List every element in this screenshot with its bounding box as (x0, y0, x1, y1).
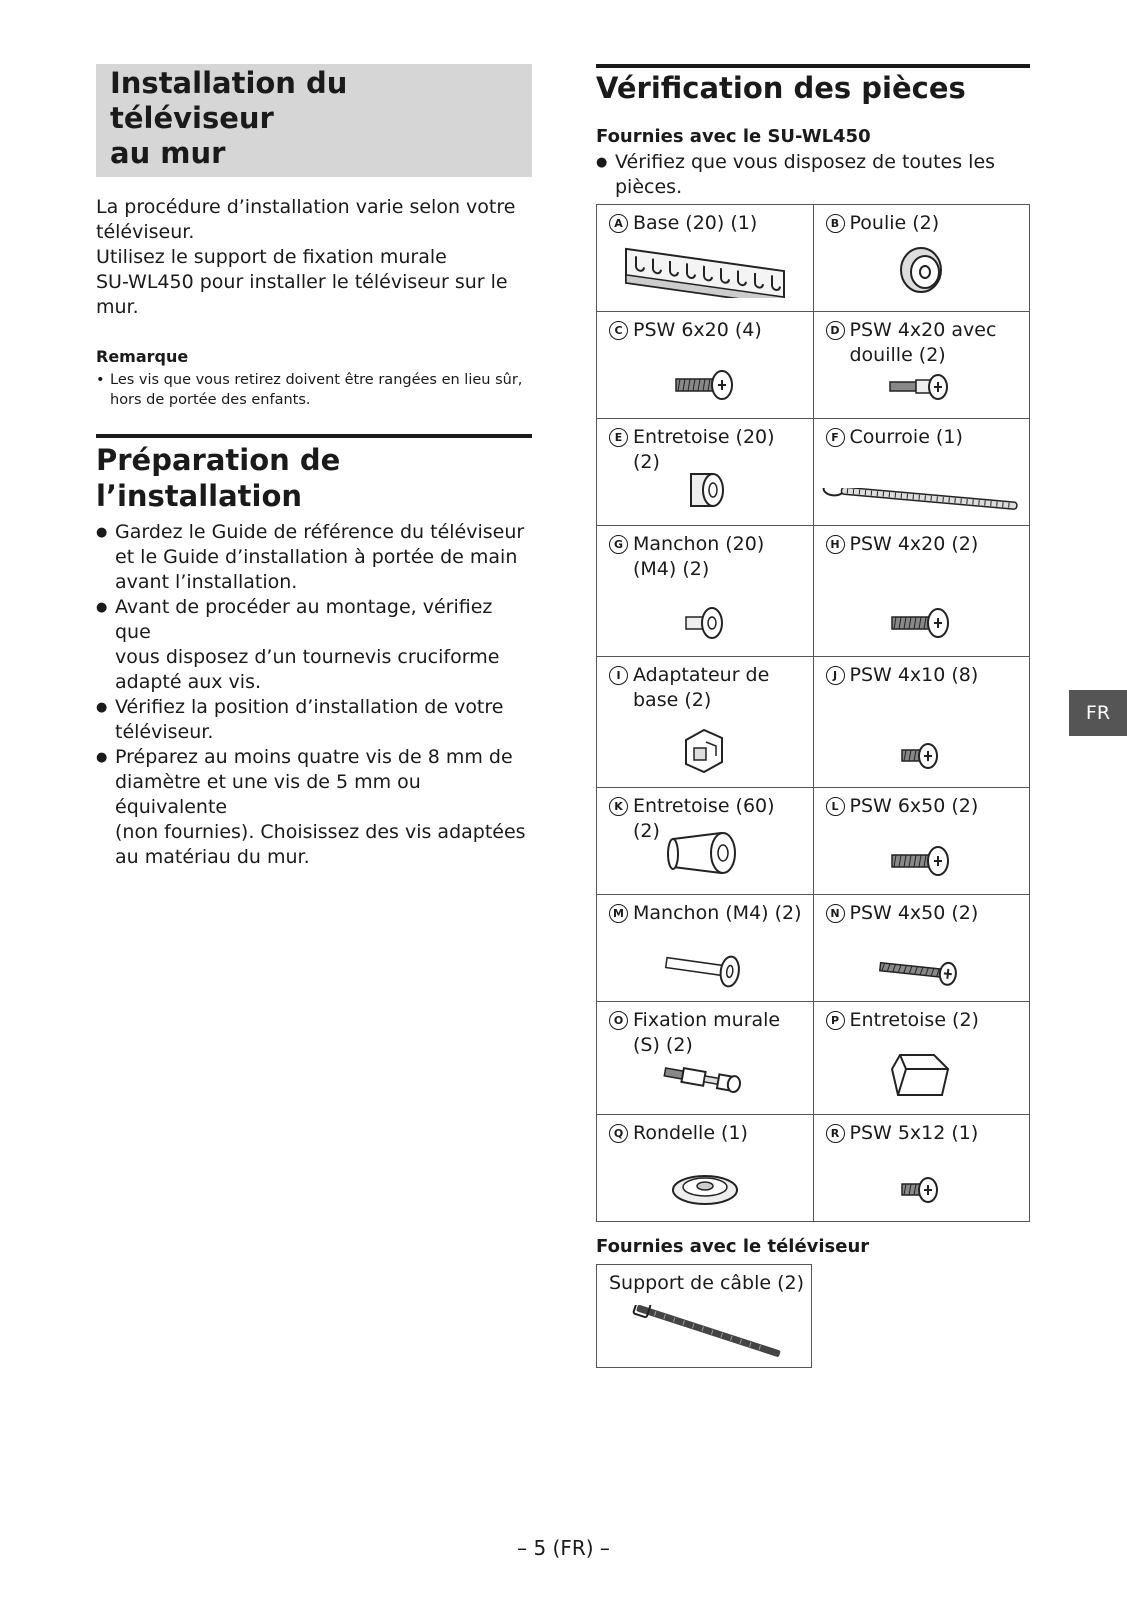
part-label (826, 663, 1020, 688)
part-cell (813, 312, 1030, 419)
part-name: PSW 4x10 (8) (849, 664, 979, 686)
part-name: Courroie (1) (849, 426, 963, 448)
part-label (826, 1008, 1020, 1033)
part-name: Adaptateur de base (2) (633, 664, 770, 711)
part-letter-badge: Q (609, 1124, 628, 1143)
part-label (826, 901, 1020, 926)
parts-row (597, 526, 1030, 657)
part-name: PSW 6x20 (4) (633, 319, 762, 341)
part-letter-badge: B (826, 214, 845, 233)
part-name: PSW 5x12 (1) (849, 1122, 979, 1144)
short-screw-icon (814, 1172, 1030, 1215)
part-cell (597, 895, 814, 1002)
short-screw-icon (814, 738, 1030, 781)
long-screw-icon (814, 954, 1030, 995)
part-letter-badge: A (609, 214, 628, 233)
part-label (826, 425, 1020, 450)
part-cell (813, 1115, 1030, 1222)
part-name: Manchon (20) (M4) (2) (633, 533, 765, 580)
part-name: Entretoise (20) (2) (633, 426, 775, 473)
part-cell (813, 526, 1030, 657)
long-spacer-icon (597, 827, 813, 888)
screw-icon (597, 365, 813, 412)
part-name: Fixation murale (S) (2) (633, 1009, 781, 1056)
page-number: – 5 (FR) – (517, 1536, 610, 1560)
part-cell (597, 1115, 814, 1222)
part-name: Entretoise (60) (2) (633, 795, 775, 842)
parts-row (597, 1002, 1030, 1115)
part-label (826, 532, 1020, 557)
long-sleeve-icon (597, 948, 813, 995)
part-cell (597, 419, 814, 526)
prep-title: Préparation de l’installation (96, 443, 341, 513)
part-letter-badge: P (826, 1011, 845, 1030)
cable-holder-icon (627, 1305, 787, 1367)
part-label (609, 532, 803, 582)
check-note: ● Vérifiez que vous disposez de toutes les pièces. (596, 150, 1030, 200)
parts-row (597, 205, 1030, 312)
screw-icon (814, 841, 1030, 888)
part-letter-badge: E (609, 428, 628, 447)
supplied-subheading: Fournies avec le SU-WL450 (596, 126, 871, 147)
right-column (596, 64, 1030, 1368)
part-cell (597, 657, 814, 788)
part-label (609, 663, 803, 713)
part-label (826, 794, 1020, 819)
part-letter-badge: F (826, 428, 845, 447)
part-cell (813, 657, 1030, 788)
part-cell (597, 788, 814, 895)
part-label (826, 1121, 1020, 1146)
verify-title: Vérification des pièces (596, 71, 966, 105)
part-name: Manchon (M4) (2) (633, 902, 802, 924)
part-cell (813, 895, 1030, 1002)
part-letter-badge: M (609, 904, 628, 923)
prep-bullet: ● Vérifiez la position d’installation de votre téléviseur. (96, 695, 532, 745)
part-letter-badge: K (609, 797, 628, 816)
part-letter-badge: O (609, 1011, 628, 1030)
part-cell (813, 788, 1030, 895)
part-cell (813, 205, 1030, 312)
parts-row (597, 419, 1030, 526)
base-adapter-icon (597, 724, 813, 781)
section-rule (596, 64, 1030, 68)
part-name: PSW 6x50 (2) (849, 795, 979, 817)
part-cell (813, 419, 1030, 526)
part-name: Entretoise (2) (849, 1009, 979, 1031)
part-label (609, 211, 803, 236)
part-cell (597, 526, 814, 657)
part-cell (597, 205, 814, 312)
prep-bullet: ● Préparez au moins quatre vis de 8 mm de diamètre et une vis de 5 mm ou équivalente (non fournies). Choisissez des vis adaptées au matériau du mur. (96, 745, 532, 870)
screw-icon (814, 603, 1030, 650)
block-spacer-icon (814, 1047, 1030, 1108)
screw-with-sleeve-icon (814, 369, 1030, 412)
tv-supplied-subheading: Fournies avec le téléviseur (596, 1236, 870, 1257)
parts-row (597, 657, 1030, 788)
remark-title: Remarque (96, 347, 189, 366)
part-letter-badge: I (609, 666, 628, 685)
part-name: PSW 4x20 (2) (849, 533, 979, 555)
part-cell (813, 1002, 1030, 1115)
part-label (609, 318, 803, 343)
part-letter-badge: H (826, 535, 845, 554)
part-letter-badge: R (826, 1124, 845, 1143)
pulley-icon (814, 242, 1030, 305)
section-rule (96, 434, 532, 438)
prep-bullet-list (96, 520, 532, 870)
part-label (609, 1008, 803, 1058)
install-title: Installation du téléviseur au mur (96, 64, 532, 177)
base-bracket-icon (597, 242, 813, 305)
part-letter-badge: G (609, 535, 628, 554)
language-tab: FR (1069, 690, 1127, 736)
part-name: PSW 4x20 avec douille (2) (849, 319, 997, 366)
part-name: Poulie (2) (849, 212, 940, 234)
prep-bullet: ● Gardez le Guide de référence du téléviseur et le Guide d’installation à portée de main avant l’installation. (96, 520, 532, 595)
belt-icon (814, 488, 1030, 519)
parts-row (597, 788, 1030, 895)
part-label (826, 318, 1020, 368)
parts-row (597, 312, 1030, 419)
parts-row (597, 895, 1030, 1002)
part-name: PSW 4x50 (2) (849, 902, 979, 924)
cable-holder-cell: Support de câble (2) (596, 1264, 812, 1368)
part-cell (597, 312, 814, 419)
part-label (609, 1121, 803, 1146)
prep-bullet: ● Avant de procéder au montage, vérifiez que vous disposez d’un tournevis cruciforme adapté aux vis. (96, 595, 532, 695)
part-letter-badge: D (826, 321, 845, 340)
part-letter-badge: N (826, 904, 845, 923)
part-label (826, 211, 1020, 236)
install-body: La procédure d’installation varie selon votre téléviseur. Utilisez le support de fixation murale SU-WL450 pour installer le téléviseur sur le mur. (96, 196, 516, 318)
parts-table (596, 204, 1030, 1222)
part-name: Base (20) (1) (633, 212, 758, 234)
parts-row (597, 1115, 1030, 1222)
remark-item: • Les vis que vous retirez doivent être rangées en lieu sûr, hors de portée des enfants. (96, 370, 532, 410)
left-column (96, 64, 532, 870)
part-label (609, 901, 803, 926)
part-name: Rondelle (1) (633, 1122, 748, 1144)
washer-icon (597, 1168, 813, 1215)
part-letter-badge: L (826, 797, 845, 816)
spacer-icon (597, 466, 813, 519)
part-letter-badge: C (609, 321, 628, 340)
sleeve-icon (597, 603, 813, 650)
wall-mount-screw-icon (597, 1061, 813, 1108)
part-letter-badge: J (826, 666, 845, 685)
part-cell (597, 1002, 814, 1115)
